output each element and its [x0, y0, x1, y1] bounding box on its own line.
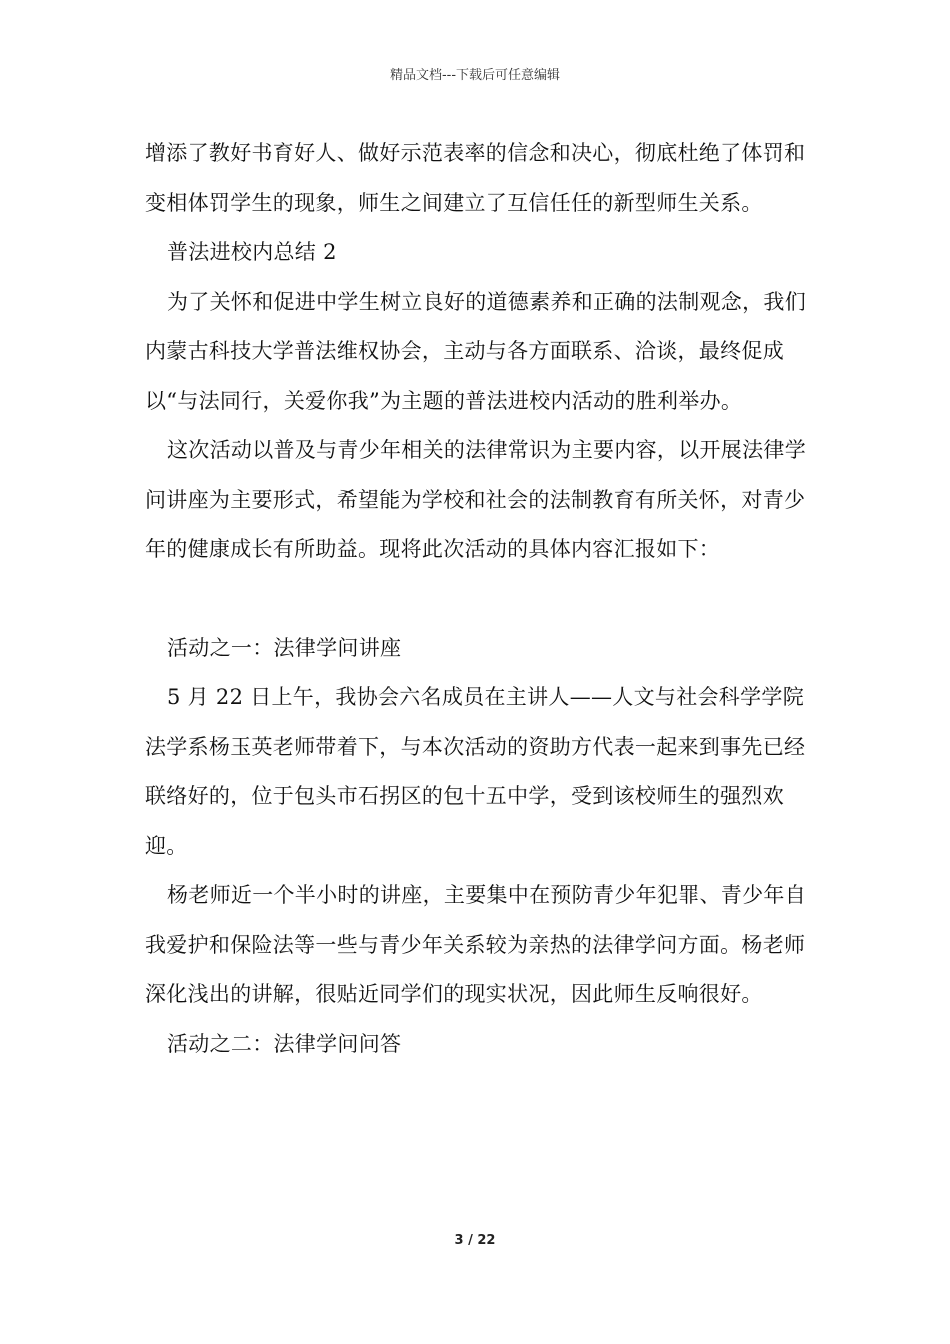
document-body: [145, 129, 825, 1069]
blank-line: [145, 575, 825, 624]
page-number: 3 / 22: [454, 1233, 496, 1248]
activity-two-heading: 活动之二：法律学问问答: [167, 1031, 402, 1056]
activity-one-heading: 活动之一：法律学问讲座: [167, 635, 402, 660]
paragraph-continuation: 增添了教好书育好人、做好示范表率的信念和决心，彻底杜绝了体罚和变相体罚学生的现象，师生之间建立了互信任任的新型师生关系。: [145, 141, 806, 215]
paragraph-lecture-feedback: 杨老师近一个半小时的讲座，主要集中在预防青少年犯罪、青少年自我爱护和保险法等一些与青少年关系较为亲热的法律学问方面。杨老师深化浅出的讲解，很贴近同学们的现实状况，因此师生反响很好。: [145, 883, 806, 1006]
page-header: 精品文档---下载后可任意编辑: [389, 68, 561, 83]
paragraph-lecture-details: 5 月 22 日上午，我协会六名成员在主讲人——人文与社会科学学院法学系杨玉英老师带着下，与本次活动的资助方代表一起来到事先已经联络好的，位于包头市石拐区的包十五中学，受到该校师生的强烈欢迎。: [145, 685, 806, 858]
paragraph-activity-overview: 这次活动以普及与青少年相关的法律常识为主要内容，以开展法律学问讲座为主要形式，希望能为学校和社会的法制教育有所关怀，对青少年的健康成长有所助益。现将此次活动的具体内容汇报如下：: [145, 438, 806, 561]
section-heading: 普法进校内总结 2: [167, 240, 337, 264]
paragraph-intro: 为了关怀和促进中学生树立良好的道德素养和正确的法制观念，我们内蒙古科技大学普法维权协会，主动与各方面联系、洽谈，最终促成以“与法同行，关爱你我”为主题的普法进校内活动的胜利举办。: [145, 289, 806, 413]
